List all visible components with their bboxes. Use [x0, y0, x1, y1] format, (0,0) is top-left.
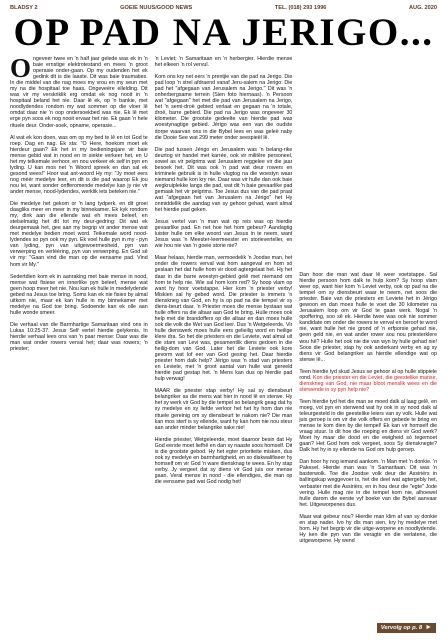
paragraph: Kom ons kry net eers 'n prentjie van die pad na Jerigo. Die pad loop 'n strel afdraend vanaf Jeru-salem na Jerigo: Die pad het "afgegaan van Jerusalem na Jerigo." Dit was 'n onherbergsame terrein (Sien foto hiernaas). 'n Persoon wat "afgegaan" het met die pad van Jerusalem na Jerigo, het 'n semi-droë gebied verlaat en gegaan na 'n totale, droë, barre gebied. Die pad na Jerigo was ongeveer 30 kilometer. Die grootste gedeelte van hierdie pad was woestynagtige gebied. Jérigo was een van die oudste dorpe waarvan ons in die Bybel lees en was geleë naby die Dooie See wat 299 meter onder seespieël lê. [154, 74, 293, 141]
drop-cap: O [10, 56, 32, 83]
article-columns [10, 56, 437, 550]
column-1 [10, 56, 148, 550]
paragraph [10, 56, 148, 129]
continued-banner[interactable] [377, 623, 436, 633]
highlighted-text: Kon die priester en die Leviet, die geestelike manse, dienskneg van God, nie maar bloot menslik wees en die sterwende in sy pyn help nie? [299, 374, 438, 393]
paragraph: Die medelye het gekom or 'n lang tydperk, en dit groei daagliks meer en meer in my binnekamer. Ek kyk rondom my, dink aan die ellende wat eh mees beleef, en stelselmatig het dit tot my deur-gedring: Dit wat ek deurgemaak het, gee aan my begrip vir ander mense wat met medelye bedien moet word. Teikemale word nood-lydendes so pyn ook my pyn. Ek voel hulle pyn in my - pyn van lyding, pyn van uitgewoermesheid, pyn van verwerping en verlééring, pyn van verwerping. En God sê vir my: "Gaan vind die man op die eensame pad. Vind hom vir My." [10, 201, 148, 268]
paragraph: Hierdie priester, Wetgeleerde, moet daaroor besin dat Hy God eerste moet liefhê en dan sy naaste soos homself. Dit is die grootste gebod. Hy het egter prioriteite misken, dus ook sy medelye en barmhartigheid, en so diskwalifiseer hy homself om vir God 'n ware diensknag te wees. En hy stap verby. Jy vergeet dat sy diens vir God juis oor mense gaan. Veral mense in nood - die ellendiges, die man op die eensame pad wat God nodig het! [154, 436, 293, 485]
issue-date: AUG. 2020 [408, 5, 437, 11]
paragraph: Dan hoor hy nog iemand aankom. 'n Man met 'n donkie. 'n Pakesel. Hierdie man was 'n Samaritaan. Dit was 'n basterwolk. Toe die Joodse volk deur die Assiriërs in ballingskap weggevoer is, het die deel wat agtergebly het, verbaster met die Assiriërs, en in hou deur die "egte" Jode vering. Hulle mag nie in die tempel kom nie, alhoewel hulle darom die eerste vyf boeke van die Bybel aanvaar het. Uitgeworpenes dus. [299, 459, 438, 508]
paragraph-text: ngeveer twee en 'n half jaar gelede was ek in 'n baie ernstige elektrotestand en mees 'n groot operasie onder-gaan. Op my oudenden het ek gedink dit is die laaste. Dit was baie traumaties. In die middel van die nag moes my vrou en my seun met my na die hospitaal toe haas. Ongeveëre ellelding. Dit was vir my verskriklik erg omdat ek nog nooit in 'n hospitaal beland het nie. Daar lê ek, op 'n bankie, met noodlydendes rondom my wat sommer op die vloer lê omdat daar nie 'n oop ondersoekbed was nie. Ek lê met erge pyn soos ek nog nooit ervaar het nie. Ek gaan 'n hele rituele deur. Onder-soek, opname, operasie... [10, 56, 148, 129]
arrow-right-icon: ► [425, 624, 432, 631]
article-title: OP PAD NA JERIGO... [13, 11, 434, 54]
paragraph: Teen hierdie tyd het die man se moed dalk al laag gelê, en moeg, vol pyn en sterwend wat hy ook in sy nood dalk al teleurgesteld in die geestelike leiers van sy volk. Hulle wat juis geroep is om vir die volk offers en gebede te bring en mense te kom dien by die tempel! Ek kan vir homself die vraag stuur. Is dit hoe die roeping en diens vir God werk? Moet hy maar die dood en die ewigheid só tegemoet gaan? Het God hom ook vergeet, soos Sy diensknegte? Dalk het hy in sy ellende na God om hulp geroep. [299, 398, 438, 454]
paragraph [299, 369, 437, 393]
paragraph-text: Teen hierdie tyd skud Jesus se gehoor al op hulle stippiele rond. [299, 368, 438, 381]
paragraph: Dan hoor die man wat daar lê weer voetstappe. Sal hierdie persoon hom dalk te hulp kom? Sy hoop vlam weer op, want hier kom 'n Leviet verby, ook op pad na die tempel om sy diensbeurt waar te neem, net soos die priester. Baie van die priesters en Leviete het in Jérigo gewoon en dan moes hulle te voet die 30 kilometer na Jerusalem loop om vir God te gaan werk. Nogal 'n opoffering, soo sê ek. Hierdie twee was ook nie sommer kandidate om onder die rowers te verval en beroof te word nie, want hulle het nie grond of 'n erfporsie gehad nie, geen geld nie, en wat ander rower sou nou priesterklere wou hê? Hulle het ook nie die van wyn by hulle gehad nie! Soos die priester, stap hy ook anderkant verby en ag sy diens vir God belangriker as hierdie ellendige wat op sterwe lê... [299, 272, 438, 363]
paragraph: Al wat ek kon doen, was om op my bed te lê en tot God te roep. Dag en nag. Ek sta: "O Here, hoekom moet ek hierdeur gaan? Ek het in my bedieningsjare vir baie mense gebid wat in nood en in siekte verkeer het, en U het my telkemale verhoor, en nou verkeer ek self in pyn en lyding. U kan mos net 'n Woord spreek en dan sal ek gesond wees!" Hoor wat ant-woord Hy my: "Jy moet eers nog méér medelye leer, en dit is die pad waarop Ek jou nou lei, want sonder onfferomende medelye kan jy nie vir ander mense, nood-lydendes, werklik iets beteken nie." [10, 134, 148, 195]
paragraph: Jesus vertel van 'n man wat op reis was op hierdie gevaarlike pad. En net hoe het hom gebeur? Aandagtig luister hulle om elke woord van Jesus in te neem, want Jesus was 'n Meester-leermeester en storieverteller, en wie hou nie van 'n goeie storie nie? [154, 219, 293, 250]
paragraph: Die verhaal van die Barmhartige Samaritaan vind ons in Lukas 10:25-37. Jesus Self vertel hierdie gelykenis. In hierdie verhaal lees ons van 'n paar mense: Daar was die man wat onder rowers verval het; daar was rowers; 'n priester; [10, 321, 148, 353]
column-3 [299, 56, 437, 550]
phone-number: TEL. (018) 293 1996 [274, 5, 327, 11]
photo-space [299, 56, 437, 272]
paragraph: MAAR die priester stap verby! Hy sal sy diensbeurt belangriker as die mens wat hier in nood lê en sterwe. Hy het sy werk vir God by die tempel so belangrik geag dat hy sy medelye en sy liefde verloor het het hy hom dan nie rituele gereinig om sy diensbeurt te nakom nie? Die man kan mos sterf is sy ellende, want hy kan hom nie nou steur aan ander minder belangrike sake nie! [154, 388, 293, 431]
paragraph: Maar helaas, hierdie man, vermoedelik 'n Joodse man, het onder die rowers verval wat hom aangeval en hom só geslaan het dat hulle hom vir dood agtergelaat het. Hy het daar in die barre woestyn-gebied gelê met niemand om hom te help nie. Wie sal hom kom red? Sy hoop vlam op want hy hoor voetstappe. Hier kom 'n priester verby! Miskien sal hy gebed word. Die priester is immers 'n dienskneg van God, en hy is op pad na die tempel vir sy diens-beurt daar. 'n Priester moes die mense bystaan wat hulle offers na die altaar aan God te bring. Hulle moes ook help met die brandoffers op die altaar en dan moes hulle ook die volk die Wet van God leer. Dus 'n Wetgeleerde. Vir hulle dienswerk moes hulle eers gelieilig word en heilige klere dra. So het die priesters en die Leviete, wat almal uit die stam van Levi was, gesamentlik diens gedoen in die heilig-dom van God. Later het die Leviete ook kore gevorm wat lof eer van God gesing het. Daar hierdie priester hom dalk help? Jérigo was 'n stad van priesters en Leviete, met 'n groot aantal van hulle wat gereeld hierdie pad gestap het. 'n Mens kan dus op hierdie pad hulp verwag! [154, 255, 293, 383]
paragraph: Die pad tussen Jérigo en Jerusalem was 'n belang-rike deurtog vir handel met karrée, ook vir militêre personeel, sowel as vir pelgrims wat Jerusalem reggelee vir die jaar besoek het. Dit was ook 'n pad wat deur rowers en kriminele gebruik is in hulle vlugtog na die woestyn waar niemand hulle kon kry nie. Daar was vir hulle dan ook baie wegkruiplekke langs die pad, wat dit 'n baie gevaarlike pad gemaak het vir pelgrims. Toe Jesus dus van die pad praat wat "afgegaan het van Jerusalem na Jérigo" het Hy onmiddellik die aandag van sy gehoor gehad, want almal het hierdie pad geken. [154, 146, 293, 214]
publication-name: GOEIE NUUS/GOOD NEWS [120, 5, 193, 11]
column-2 [155, 56, 293, 550]
continued-label: Vervolg op p. 8 [380, 625, 423, 631]
paragraph: Maar wat gebeur nou? Hierdie man klim af van sy donkie en stap nader. Ivo hy dis man sien, kry hy medelye met hom. Hy het begrip vir die uitge-worpene en noodlydende. Hy ken die pyn van die veragte en die verlatene, die uitgeworpene. Hy wend [299, 513, 438, 544]
page-number: BLADSY 2 [10, 5, 38, 11]
paragraph: 'n Leviet; 'n Samaritaan en 'n herbergier. Hierdie mense het elkeen 'n rol vervul. [154, 56, 293, 69]
paragraph: Sedertdien kom ek in aanraking met baie mense in nood, mense wat fisiese en innerlike pyn beleef, mense wat geen hoop meer het nie. Nou kan ek hulle in medelydende gebed na Jesus toe bring. Soms kan ek nie fisies by almal uitkom nie, maar ek kan hulle in my binnekamer met medelye na God toe bring. Sodoende kan ek olle aan hulle wonde smeer. [10, 273, 148, 316]
